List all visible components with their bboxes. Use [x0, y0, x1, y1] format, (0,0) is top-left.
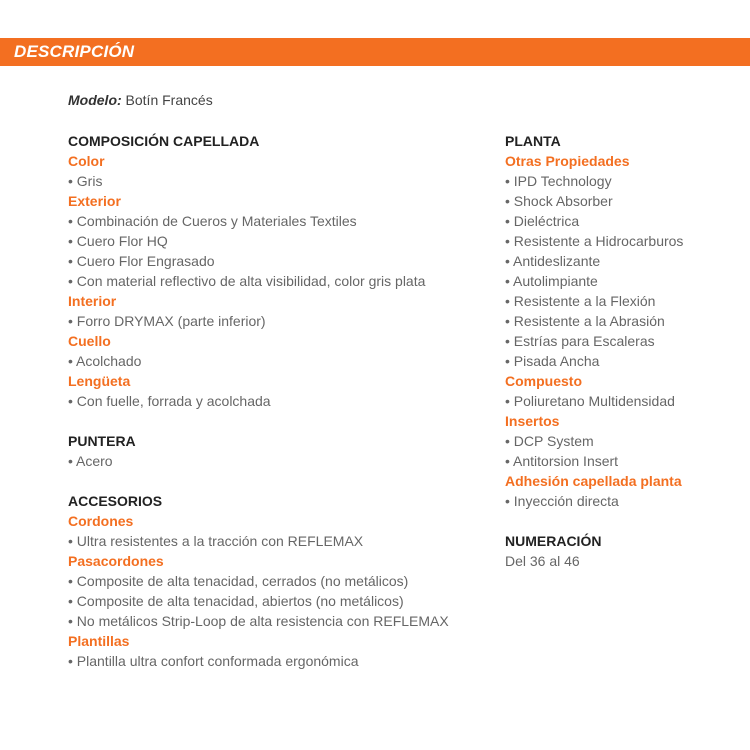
- list-item: • Resistente a la Flexión: [505, 293, 656, 309]
- subheading-adhesion: Adhesión capellada planta: [505, 473, 682, 489]
- section-title-puntera: PUNTERA: [68, 433, 136, 449]
- list-item: • Inyección directa: [505, 493, 619, 509]
- subheading-exterior: Exterior: [68, 193, 121, 209]
- list-item: • Acolchado: [68, 353, 142, 369]
- list-item: • DCP System: [505, 433, 594, 449]
- section-title-planta: PLANTA: [505, 133, 561, 149]
- list-item: • Autolimpiante: [505, 273, 598, 289]
- subheading-lengueta: Lengüeta: [68, 373, 131, 389]
- list-item: • Plantilla ultra confort conformada ergonómica: [68, 653, 359, 669]
- banner-title: DESCRIPCIÓN: [14, 42, 135, 61]
- size-range: Del 36 al 46: [505, 553, 580, 569]
- list-item: • Dieléctrica: [505, 213, 580, 229]
- section-title-accesorios: ACCESORIOS: [68, 493, 163, 509]
- subheading-interior: Interior: [68, 293, 117, 309]
- subheading-compuesto: Compuesto: [505, 373, 582, 389]
- list-item: • Pisada Ancha: [505, 353, 600, 369]
- list-item: • No metálicos Strip-Loop de alta resistencia con REFLEMAX: [68, 613, 449, 629]
- list-item: • Estrías para Escaleras: [505, 333, 655, 349]
- list-item: • Cuero Flor Engrasado: [68, 253, 215, 269]
- subheading-otras-propiedades: Otras Propiedades: [505, 153, 630, 169]
- list-item: • Poliuretano Multidensidad: [505, 393, 675, 409]
- model-value: Botín Francés: [121, 92, 213, 108]
- subheading-plantillas: Plantillas: [68, 633, 130, 649]
- left-column: [68, 131, 488, 671]
- list-item: • Composite de alta tenacidad, cerrados (no metálicos): [68, 573, 409, 589]
- list-item: • Resistente a la Abrasión: [505, 313, 665, 329]
- list-item: • Forro DRYMAX (parte inferior): [68, 313, 266, 329]
- list-item: • Cuero Flor HQ: [68, 233, 168, 249]
- right-column: [505, 131, 745, 571]
- list-item: • Resistente a Hidrocarburos: [505, 233, 684, 249]
- list-item: • Composite de alta tenacidad, abiertos (no metálicos): [68, 593, 404, 609]
- section-title-numeracion: NUMERACIÓN: [505, 533, 602, 549]
- subheading-pasacordones: Pasacordones: [68, 553, 164, 569]
- list-item: • Combinación de Cueros y Materiales Textiles: [68, 213, 357, 229]
- description-banner: [0, 38, 750, 66]
- list-item: • IPD Technology: [505, 173, 612, 189]
- subheading-color: Color: [68, 153, 105, 169]
- list-item: • Antitorsion Insert: [505, 453, 619, 469]
- list-item: • Acero: [68, 453, 113, 469]
- list-item: • Con fuelle, forrada y acolchada: [68, 393, 271, 409]
- list-item: • Con material reflectivo de alta visibilidad, color gris plata: [68, 273, 426, 289]
- section-title-composicion: COMPOSICIÓN CAPELLADA: [68, 133, 260, 149]
- subheading-cordones: Cordones: [68, 513, 134, 529]
- model-label: Modelo:: [68, 92, 122, 108]
- list-item: • Ultra resistentes a la tracción con REFLEMAX: [68, 533, 364, 549]
- list-item: • Antideslizante: [505, 253, 601, 269]
- subheading-insertos: Insertos: [505, 413, 560, 429]
- list-item: • Shock Absorber: [505, 193, 613, 209]
- model-line: [68, 92, 213, 108]
- list-item: • Gris: [68, 173, 103, 189]
- subheading-cuello: Cuello: [68, 333, 111, 349]
